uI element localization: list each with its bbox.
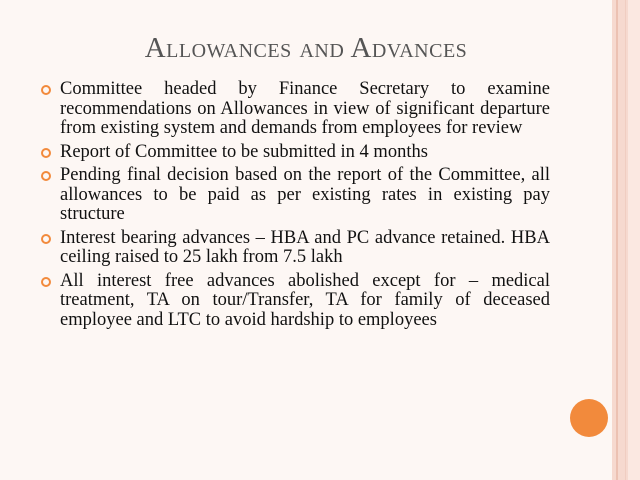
- bullet-item: [38, 272, 550, 331]
- bullet-item: [38, 80, 550, 139]
- slide-title: Allowances and Advances: [144, 32, 468, 64]
- bullet-text: Pending final decision based on the report of the Committee, all allowances to be paid as per existing rates in existing pay structure: [60, 165, 550, 224]
- bullet-text: Report of Committee to be submitted in 4 months: [60, 141, 428, 162]
- bullet-circle-icon: [41, 277, 51, 287]
- bullet-item: [38, 166, 550, 225]
- decorative-stripe-inner: [628, 0, 640, 480]
- decorative-orange-circle: [570, 399, 608, 437]
- bullet-circle-icon: [41, 171, 51, 181]
- bullet-circle-icon: [41, 148, 51, 158]
- bullet-text: All interest free advances abolished except for – medical treatment, TA on tour/Transfer, TA for family of deceased employee and LTC to avoid hardship to employees: [60, 270, 550, 330]
- decorative-stripe-line: [616, 0, 618, 480]
- decorative-stripe-line: [625, 0, 626, 480]
- bullet-circle-icon: [41, 234, 51, 244]
- bullet-circle-icon: [41, 85, 51, 95]
- bullet-text: Interest bearing advances – HBA and PC advance retained. HBA ceiling raised to 25 lakh from 7.5 lakh: [60, 227, 550, 267]
- bullet-item: [38, 143, 550, 163]
- bullet-text: Committee headed by Finance Secretary to examine recommendations on Allowances in view of significant departure from existing system and demands from employees for review: [60, 79, 550, 138]
- bullet-list: [38, 80, 550, 334]
- bullet-item: [38, 229, 550, 268]
